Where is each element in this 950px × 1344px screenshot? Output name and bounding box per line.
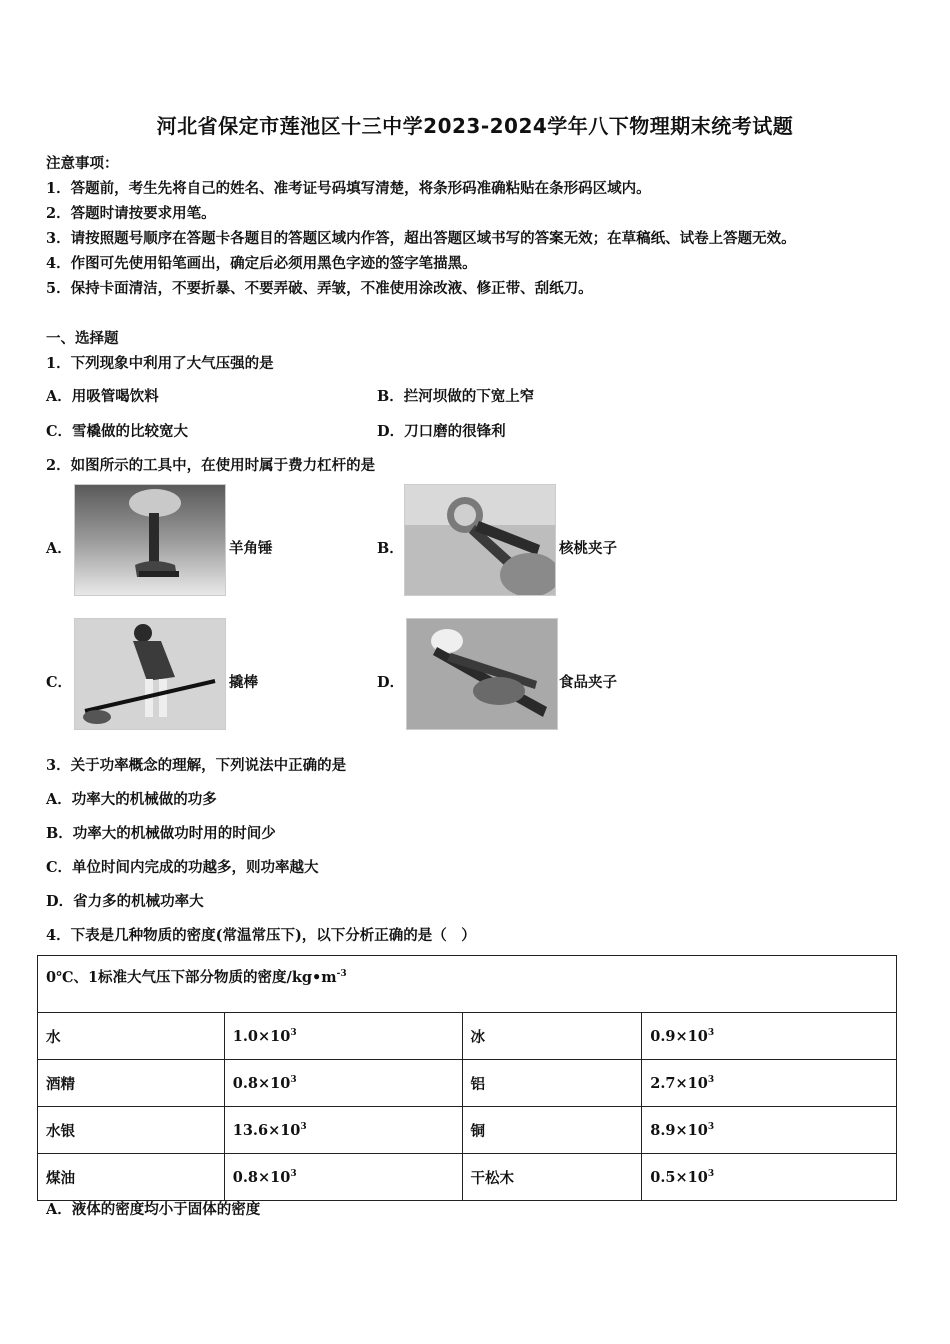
q3-stem: 3．关于功率概念的理解，下列说法中正确的是 (46, 757, 347, 774)
table-row (38, 1107, 897, 1154)
q2-option-b-letter: B． (377, 540, 404, 557)
density-value: $1.0\times 10^3$ (224, 1013, 462, 1060)
table-row (38, 1154, 897, 1201)
density-value: $8.9\times 10^3$ (642, 1107, 897, 1154)
q2-option-c-letter: C． (46, 674, 73, 691)
crowbar-illustration (75, 619, 225, 729)
substance-name: 水银 (38, 1107, 225, 1154)
food-tongs-image (406, 618, 558, 730)
q2-option-b-label: 核桃夹子 (559, 540, 617, 557)
q3-option-a: A．功率大的机械做的功多 (46, 791, 217, 808)
substance-name: 冰 (462, 1013, 642, 1060)
crowbar-image (74, 618, 226, 730)
notice-item: 3．请按照题号顺序在答题卡各题目的答题区域内作答，超出答题区域书写的答案无效；在草稿纸、试卷上答题无效。 (46, 230, 796, 247)
table-header-row (38, 956, 897, 1013)
density-value: $0.5\times 10^3$ (642, 1154, 897, 1201)
notice-item: 2．答题时请按要求用笔。 (46, 205, 216, 222)
substance-name: 酒精 (38, 1060, 225, 1107)
density-value: $13.6\times 10^3$ (224, 1107, 462, 1154)
claw-hammer-illustration (75, 485, 225, 595)
table-header-cell (38, 956, 897, 1013)
notice-item: 1．答题前，考生先将自己的姓名、准考证号码填写清楚，将条形码准确粘贴在条形码区域内。 (46, 180, 651, 197)
food-tongs-illustration (407, 619, 557, 729)
q3-option-d: D．省力多的机械功率大 (46, 893, 204, 910)
q4-option-a: A．液体的密度均小于固体的密度 (46, 1201, 261, 1218)
q2-option-c-label: 撬棒 (229, 674, 258, 691)
density-value: $2.7\times 10^3$ (642, 1060, 897, 1107)
q1-stem: 1．下列现象中利用了大气压强的是 (46, 355, 274, 372)
q2-stem: 2．如图所示的工具中，在使用时属于费力杠杆的是 (46, 457, 376, 474)
q2-option-d-label: 食品夹子 (559, 674, 617, 691)
q1-option-d: D．刀口磨的很锋利 (377, 423, 506, 440)
q3-option-c: C．单位时间内完成的功越多，则功率越大 (46, 859, 319, 876)
q4-stem: 4．下表是几种物质的密度(常温常压下)，以下分析正确的是（ ） (46, 927, 476, 944)
q2-option-d-letter: D． (377, 674, 405, 691)
q2-option-a-label: 羊角锤 (229, 540, 273, 557)
notice-item: 4．作图可先使用铅笔画出，确定后必须用黑色字迹的签字笔描黑。 (46, 255, 477, 272)
table-header-text: 0℃、1标准大气压下部分物质的密度/kg•m (46, 969, 337, 986)
substance-name: 煤油 (38, 1154, 225, 1201)
q1-option-a: A．用吸管喝饮料 (46, 388, 159, 405)
q2-option-a-letter: A． (46, 540, 72, 557)
density-value: $0.8\times 10^3$ (224, 1060, 462, 1107)
nutcracker-image (404, 484, 556, 596)
substance-name: 水 (38, 1013, 225, 1060)
substance-name: 铜 (462, 1107, 642, 1154)
substance-name: 干松木 (462, 1154, 642, 1201)
claw-hammer-image (74, 484, 226, 596)
table-header-exponent: -3 (336, 969, 347, 980)
nutcracker-illustration (405, 485, 555, 595)
substance-name: 铝 (462, 1060, 642, 1107)
page-title: 河北省保定市莲池区十三中学2023-2024学年八下物理期末统考试题 (156, 114, 794, 138)
table-row (38, 1013, 897, 1060)
table-row (38, 1060, 897, 1107)
density-value: $0.9\times 10^3$ (642, 1013, 897, 1060)
q1-option-b: B．拦河坝做的下宽上窄 (377, 388, 535, 405)
notice-item: 5．保持卡面清洁，不要折暴、不要弄破、弄皱，不准使用涂改液、修正带、刮纸刀。 (46, 280, 593, 297)
density-value: $0.8\times 10^3$ (224, 1154, 462, 1201)
notice-heading: 注意事项： (46, 155, 119, 172)
q1-option-c: C．雪橇做的比较宽大 (46, 423, 189, 440)
section-heading: 一、选择题 (46, 330, 119, 347)
density-table (37, 955, 897, 1201)
q3-option-b: B．功率大的机械做功时用的时间少 (46, 825, 276, 842)
